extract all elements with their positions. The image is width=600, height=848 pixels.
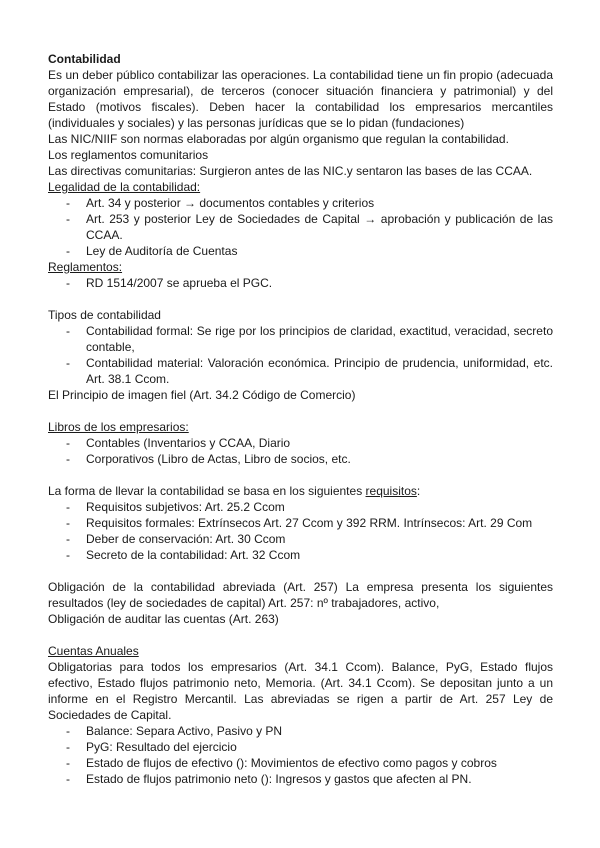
list-item [48, 531, 553, 547]
list-item [48, 515, 553, 531]
spacer [48, 291, 553, 307]
list-item-text: Balance: Separa Activo, Pasivo y PN [86, 724, 283, 738]
spacer [48, 403, 553, 419]
list-item-text: Secreto de la contabilidad: Art. 32 Ccom [86, 548, 301, 562]
list-item-text: Contables (Inventarios y CCAA, Diario [86, 436, 291, 450]
libros-list [48, 435, 553, 467]
reglamentos-comunitarios-line: Los reglamentos comunitarios [48, 148, 209, 162]
tipos-list [48, 323, 553, 387]
dash-bullet: - [66, 756, 70, 770]
list-item [48, 275, 553, 291]
list-item-text: Deber de conservación: Art. 30 Ccom [86, 532, 286, 546]
dash-bullet: - [66, 772, 70, 786]
dash-bullet: - [66, 500, 70, 514]
dash-bullet: - [66, 196, 70, 210]
reglamentos-list [48, 275, 553, 291]
list-item [48, 323, 553, 355]
obligacion-auditar-line: Obligación de auditar las cuentas (Art. 263) [48, 612, 279, 626]
imagen-fiel-line: El Principio de imagen fiel (Art. 34.2 Código de Comercio) [48, 388, 356, 402]
document-page [48, 51, 553, 787]
dash-bullet: - [66, 740, 70, 754]
dash-bullet: - [66, 212, 70, 226]
list-item-text: Estado de flujos de efectivo (): Movimientos de efectivo como pagos y cobros [86, 756, 497, 770]
list-item [48, 547, 553, 563]
list-item [48, 195, 553, 211]
libros-heading: Libros de los empresarios: [48, 420, 189, 434]
list-item-text: Corporativos (Libro de Actas, Libro de socios, etc. [86, 452, 351, 466]
spacer [48, 467, 553, 483]
list-item-text: Requisitos formales: Extrínsecos Art. 27 Ccom y 392 RRM. Intrínsecos: Art. 29 Com [86, 516, 533, 530]
obligacion-abreviada-paragraph: Obligación de la contabilidad abreviada (Art. 257) La empresa presenta los siguientes resultados (ley de sociedades de capital) Art. 257: nº trabajadores, activo, [48, 580, 553, 610]
list-item-text: PyG: Resultado del ejercicio [86, 740, 237, 754]
list-item [48, 771, 553, 787]
list-item-text: Art. 253 y posterior Ley de Sociedades de Capital → aprobación y publicación de las CCAA. [86, 212, 553, 242]
requisitos-underlined: requisitos [365, 484, 417, 498]
spacer [48, 627, 553, 643]
nic-paragraph: Las NIC/NIIF son normas elaboradas por algún organismo que regulan la contabilidad. [48, 132, 509, 146]
dash-bullet: - [66, 436, 70, 450]
forma-paragraph [48, 483, 553, 499]
doc-title: Contabilidad [48, 52, 121, 66]
intro-paragraph: Es un deber público contabilizar las operaciones. La contabilidad tiene un fin propio (adecuada organización empresarial), de terceros (conocer situación financiera y patrimonial) y del Estado (motivos fiscales). Deben hacer la contabilidad los empresarios mercantiles (individuales y sociales) y las personas jurídicas que se lo pidan (fundaciones) [48, 68, 553, 130]
dash-bullet: - [66, 452, 70, 466]
dash-bullet: - [66, 548, 70, 562]
list-item [48, 211, 553, 243]
list-item [48, 739, 553, 755]
cuentas-paragraph: Obligatorias para todos los empresarios (Art. 34.1 Ccom). Balance, PyG, Estado flujos efectivo, Estado flujos patrimonio neto, Memoria. (Art. 34.1 Ccom). Se depositan junto a un informe en el Registro Mercantil. Las abreviadas se rigen a partir de Art. 257 Ley de Sociedades de Capital. [48, 660, 553, 722]
forma-colon: : [416, 484, 421, 498]
dash-bullet: - [66, 356, 70, 370]
list-item-text: Contabilidad formal: Se rige por los principios de claridad, exactitud, veracidad, secreto contable, [86, 324, 553, 354]
reglamentos-heading: Reglamentos: [48, 260, 123, 274]
list-item-text: RD 1514/2007 se aprueba el PGC. [86, 276, 273, 290]
cuentas-heading: Cuentas Anuales [48, 644, 139, 658]
dash-bullet: - [66, 532, 70, 546]
forma-text: La forma de llevar la contabilidad se basa en los siguientes [48, 484, 366, 498]
requisitos-list [48, 499, 553, 563]
tipos-heading: Tipos de contabilidad [48, 308, 161, 322]
list-item [48, 243, 553, 259]
dash-bullet: - [66, 244, 70, 258]
dash-bullet: - [66, 276, 70, 290]
list-item-text: Requisitos subjetivos: Art. 25.2 Ccom [86, 500, 285, 514]
list-item-text: Estado de flujos patrimonio neto (): Ingresos y gastos que afecten al PN. [86, 772, 472, 786]
cuentas-list [48, 723, 553, 787]
spacer [48, 563, 553, 579]
dash-bullet: - [66, 724, 70, 738]
legalidad-list [48, 195, 553, 259]
list-item [48, 723, 553, 739]
list-item [48, 499, 553, 515]
legalidad-heading: Legalidad de la contabilidad: [48, 180, 201, 194]
list-item-text: Art. 34 y posterior → documentos contables y criterios [86, 196, 375, 210]
dash-bullet: - [66, 516, 70, 530]
list-item-text: Ley de Auditoría de Cuentas [86, 244, 238, 258]
list-item-text: Contabilidad material: Valoración económica. Principio de prudencia, uniformidad, etc. Art. 38.1 Ccom. [86, 356, 553, 386]
list-item [48, 755, 553, 771]
list-item [48, 451, 553, 467]
list-item [48, 435, 553, 451]
list-item [48, 355, 553, 387]
directivas-line: Las directivas comunitarias: Surgieron antes de las NIC.y sentaron las bases de las CCAA. [48, 164, 533, 178]
dash-bullet: - [66, 324, 70, 338]
